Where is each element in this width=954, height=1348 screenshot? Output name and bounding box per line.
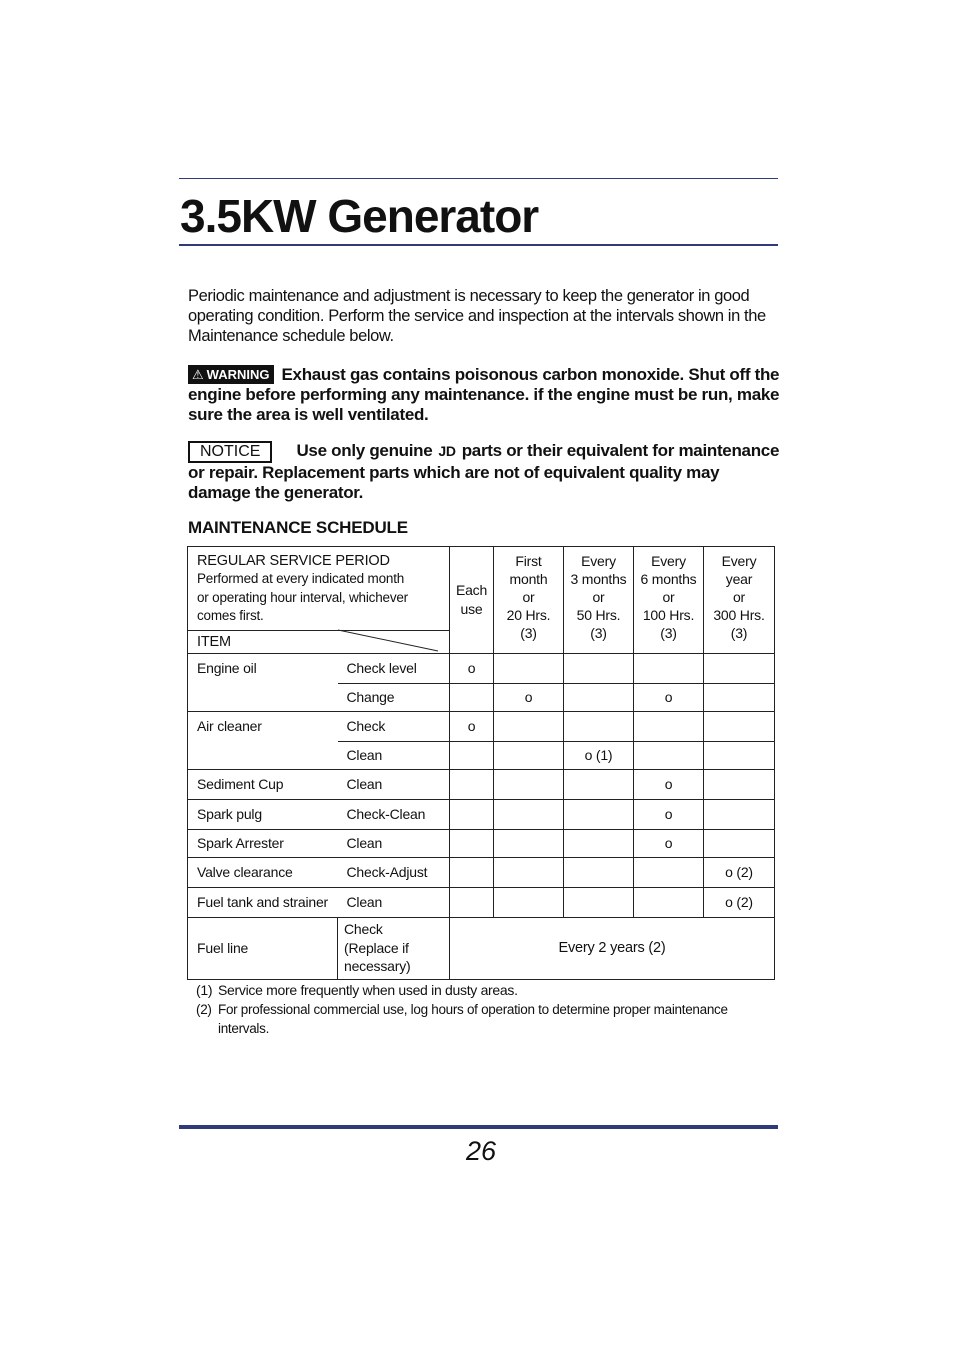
header-item: ITEM bbox=[197, 633, 231, 650]
empty-cell bbox=[450, 887, 494, 917]
page-number: 26 bbox=[466, 1136, 497, 1166]
table-row bbox=[188, 653, 775, 683]
action-check: Check bbox=[338, 711, 450, 741]
empty-cell bbox=[704, 799, 775, 829]
warning-badge-label: WARNING bbox=[206, 367, 270, 382]
top-rule bbox=[179, 178, 778, 179]
empty-cell bbox=[494, 711, 564, 741]
header-3m-1: Every bbox=[581, 553, 616, 569]
item-sediment-cup: Sediment Cup bbox=[188, 769, 338, 799]
header-6m-3: or bbox=[662, 589, 675, 605]
action-check-level: Check level bbox=[338, 653, 450, 683]
empty-cell bbox=[494, 769, 564, 799]
warning-paragraph bbox=[188, 365, 780, 425]
header-first-month-2: month bbox=[509, 571, 548, 587]
brand-logo: JD bbox=[438, 443, 456, 459]
table-header-row bbox=[188, 547, 775, 654]
empty-cell bbox=[634, 711, 704, 741]
empty-cell bbox=[704, 653, 775, 683]
empty-cell bbox=[450, 741, 494, 769]
mark-spark-plug-6-months: o bbox=[634, 799, 704, 829]
mark-spark-arrester-6-months: o bbox=[634, 829, 704, 857]
header-period-cell bbox=[188, 547, 450, 654]
table-row bbox=[188, 799, 775, 829]
warning-badge bbox=[188, 365, 274, 384]
fuel-line-interval: Every 2 years (2) bbox=[450, 917, 775, 979]
item-fuel-tank: Fuel tank and strainer bbox=[188, 887, 338, 917]
empty-cell bbox=[494, 857, 564, 887]
empty-cell bbox=[564, 887, 634, 917]
notice-paragraph bbox=[188, 441, 780, 503]
header-3m-5: (3) bbox=[590, 625, 607, 641]
empty-cell bbox=[564, 653, 634, 683]
header-every-year bbox=[704, 547, 775, 654]
header-first-month-3: or bbox=[522, 589, 535, 605]
header-each-use bbox=[450, 547, 494, 654]
title-rule bbox=[179, 244, 778, 246]
item-spark-plug: Spark pulg bbox=[188, 799, 338, 829]
action-change: Change bbox=[338, 683, 450, 711]
empty-cell bbox=[494, 741, 564, 769]
header-first-month-4: 20 Hrs. bbox=[506, 607, 551, 623]
footnote-1 bbox=[196, 981, 776, 1000]
empty-cell bbox=[634, 857, 704, 887]
table-row bbox=[188, 917, 775, 979]
empty-cell bbox=[634, 653, 704, 683]
fuel-line-action-3: necessary) bbox=[344, 958, 411, 975]
empty-cell bbox=[450, 857, 494, 887]
table-row bbox=[188, 857, 775, 887]
empty-cell bbox=[634, 887, 704, 917]
mark-sediment-cup-6-months: o bbox=[634, 769, 704, 799]
empty-cell bbox=[634, 741, 704, 769]
mark-valve-clearance-year: o (2) bbox=[704, 857, 775, 887]
header-first-month-1: First bbox=[515, 553, 542, 569]
header-year-3: or bbox=[732, 589, 746, 605]
empty-cell bbox=[564, 799, 634, 829]
empty-cell bbox=[450, 799, 494, 829]
header-6m-5: (3) bbox=[660, 625, 677, 641]
page-title: 3.5KW Generator bbox=[180, 190, 539, 242]
empty-cell bbox=[704, 683, 775, 711]
item-air-cleaner: Air cleaner bbox=[188, 711, 338, 769]
table-row bbox=[188, 769, 775, 799]
header-item-row bbox=[188, 630, 449, 653]
header-first-month bbox=[494, 547, 564, 654]
header-each-use-1: Each bbox=[455, 581, 488, 598]
table-row bbox=[188, 887, 775, 917]
bottom-rule bbox=[179, 1125, 778, 1129]
notice-text-before: Use only genuine bbox=[296, 441, 433, 460]
header-period: REGULAR SERVICE PERIOD bbox=[197, 553, 390, 569]
fuel-line-action-1: Check bbox=[344, 921, 383, 938]
empty-cell bbox=[704, 829, 775, 857]
empty-cell bbox=[494, 887, 564, 917]
empty-cell bbox=[564, 711, 634, 741]
empty-cell bbox=[494, 653, 564, 683]
mark-air-cleaner-each-use: o bbox=[450, 711, 494, 741]
empty-cell bbox=[564, 769, 634, 799]
table-row bbox=[188, 829, 775, 857]
item-spark-arrester: Spark Arrester bbox=[188, 829, 338, 857]
notice-text-after: parts or their equivalent for maintenance or repair. Replacement parts which are not of equivalent quality may damage the generator. bbox=[188, 441, 780, 502]
item-fuel-line: Fuel line bbox=[188, 917, 338, 979]
empty-cell bbox=[564, 829, 634, 857]
empty-cell bbox=[704, 741, 775, 769]
header-6m-1: Every bbox=[651, 553, 686, 569]
mark-fuel-tank-year: o (2) bbox=[704, 887, 775, 917]
empty-cell bbox=[450, 829, 494, 857]
header-year-4: 300 Hrs. bbox=[713, 607, 765, 623]
header-first-month-5: (3) bbox=[520, 625, 537, 641]
notice-badge: NOTICE bbox=[188, 441, 272, 463]
header-desc-2: or operating hour interval, whichever bbox=[197, 589, 408, 605]
footnote-2-number: (2) bbox=[196, 1002, 212, 1017]
header-each-use-2: use bbox=[460, 600, 483, 617]
table-row bbox=[188, 711, 775, 741]
footnote-1-number: (1) bbox=[196, 982, 213, 998]
action-arrester-clean: Clean bbox=[338, 829, 450, 857]
fuel-line-action-2: (Replace if bbox=[344, 939, 409, 956]
header-year-1: Every bbox=[721, 553, 757, 569]
header-every-3-months bbox=[564, 547, 634, 654]
action-check-adjust: Check-Adjust bbox=[338, 857, 450, 887]
header-6m-4: 100 Hrs. bbox=[642, 607, 695, 623]
action-fuel-tank-clean: Clean bbox=[338, 887, 450, 917]
mark-engine-oil-each-use: o bbox=[450, 653, 494, 683]
empty-cell bbox=[450, 769, 494, 799]
maintenance-schedule-table bbox=[187, 546, 775, 980]
header-diagonal-line bbox=[338, 629, 440, 653]
header-year-2: year bbox=[725, 571, 753, 587]
mark-air-cleaner-3-months: o (1) bbox=[564, 741, 634, 769]
action-fuel-line bbox=[338, 917, 450, 979]
warning-text: Exhaust gas contains poisonous carbon monoxide. Shut off the engine before performing any maintenance. if the engine must be run, make sure the area is well ventilated. bbox=[188, 365, 780, 424]
footnote-1-text: Service more frequently when used in dusty areas. bbox=[218, 982, 518, 998]
header-desc-1: Performed at every indicated month bbox=[197, 571, 405, 586]
header-3m-3: or bbox=[592, 589, 605, 605]
empty-cell bbox=[450, 683, 494, 711]
empty-cell bbox=[704, 769, 775, 799]
mark-engine-oil-first-month: o bbox=[494, 683, 564, 711]
empty-cell bbox=[564, 857, 634, 887]
empty-cell bbox=[564, 683, 634, 711]
warning-triangle-icon: ⚠ bbox=[192, 367, 204, 382]
intro-paragraph: Periodic maintenance and adjustment is necessary to keep the generator in good operating condition. Perform the service and inspection at the intervals shown in the Maintenance schedule below. bbox=[188, 287, 766, 345]
item-valve-clearance: Valve clearance bbox=[188, 857, 338, 887]
schedule-title: MAINTENANCE SCHEDULE bbox=[188, 518, 408, 537]
footnote-2-text: For professional commercial use, log hours of operation to determine proper maintenance intervals. bbox=[218, 1002, 728, 1036]
action-check-clean: Check-Clean bbox=[338, 799, 450, 829]
header-3m-2: 3 months bbox=[570, 571, 627, 587]
empty-cell bbox=[494, 829, 564, 857]
action-clean: Clean bbox=[338, 741, 450, 769]
header-6m-2: 6 months bbox=[640, 571, 697, 587]
mark-engine-oil-6-months: o bbox=[634, 683, 704, 711]
header-year-5: (3) bbox=[730, 625, 748, 641]
empty-cell bbox=[704, 711, 775, 741]
action-sediment-clean: Clean bbox=[338, 769, 450, 799]
item-engine-oil: Engine oil bbox=[188, 653, 338, 711]
footnotes bbox=[196, 981, 776, 1038]
header-every-6-months bbox=[634, 547, 704, 654]
empty-cell bbox=[494, 799, 564, 829]
footnote-2 bbox=[196, 1000, 776, 1038]
header-desc-3: comes first. bbox=[197, 608, 264, 623]
header-3m-4: 50 Hrs. bbox=[576, 607, 621, 623]
